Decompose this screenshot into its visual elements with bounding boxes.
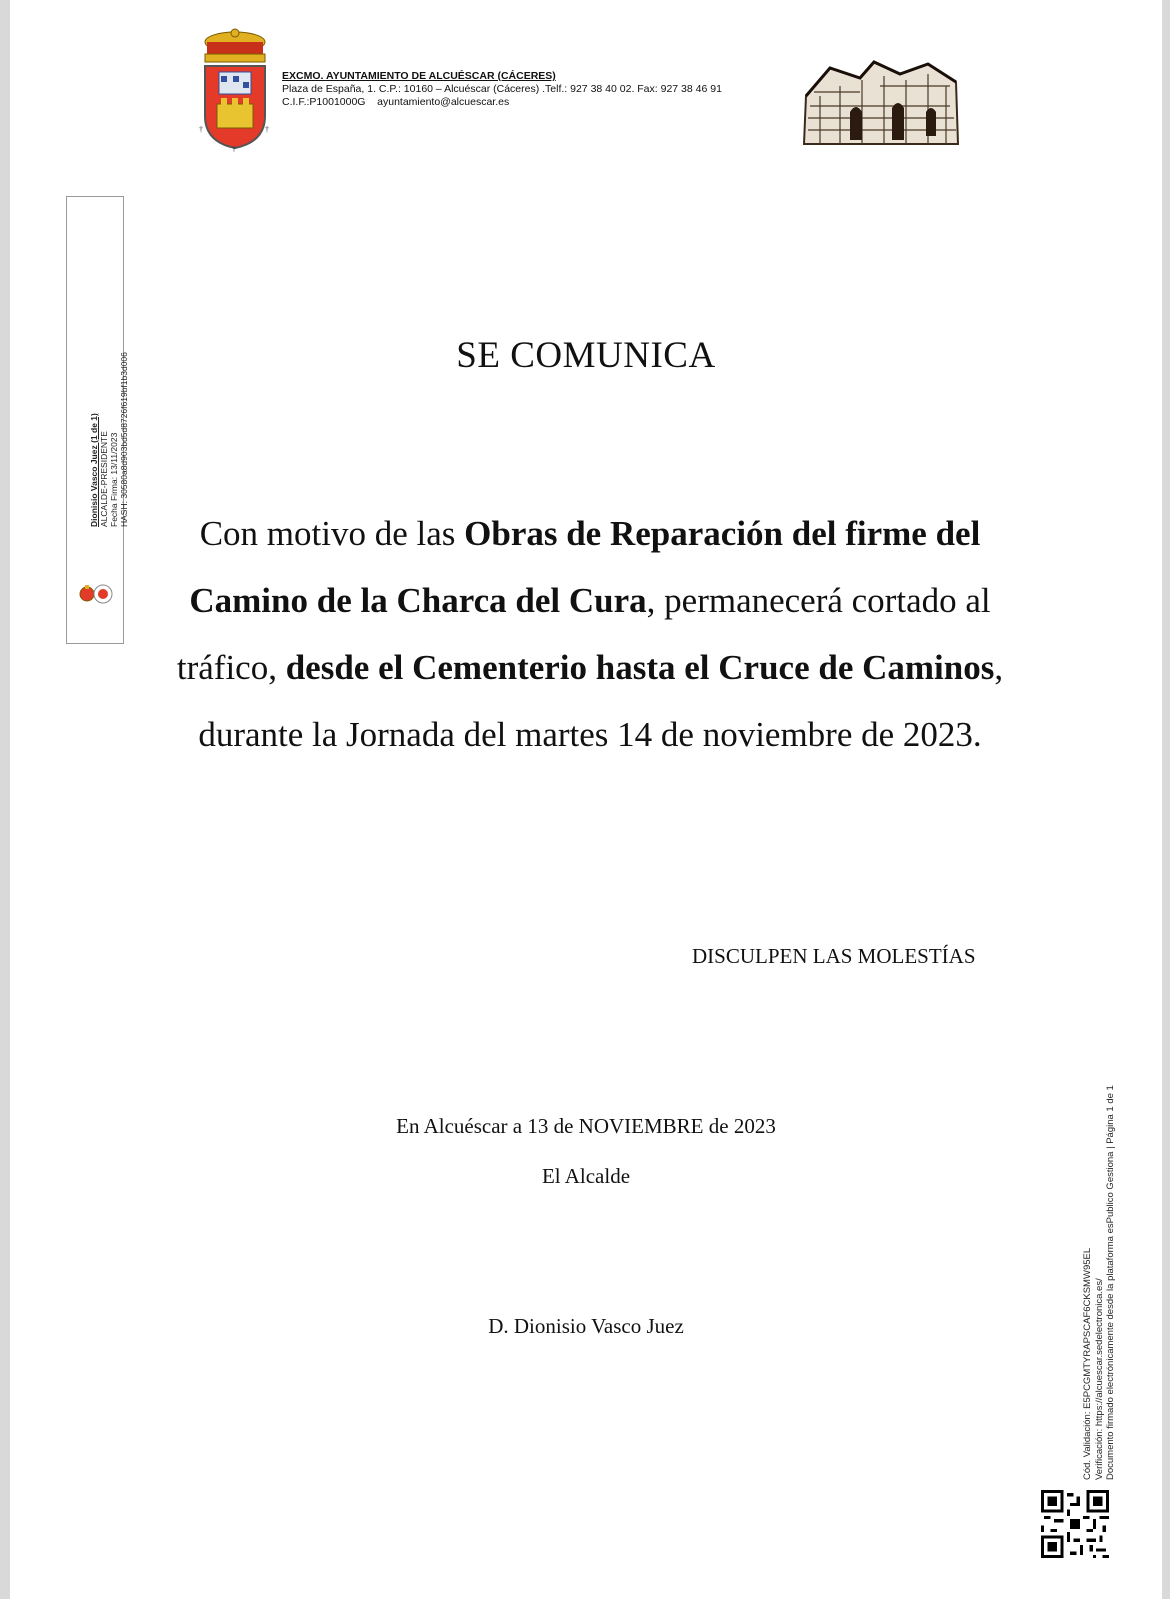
verification-code: Cód. Validación: E5PCGMTYRAPSCAF6CKSMW95EL (1082, 1247, 1093, 1480)
signature-date: Fecha Firma: 13/11/2023 (109, 432, 119, 527)
body-text-2: , permanecerá cortado al tráfico, (176, 581, 991, 687)
svg-text:†: † (199, 125, 203, 134)
body-bold-1: Obras de Reparación del firme del Camino de la Charca del Cura (189, 514, 981, 620)
letterhead-title: EXCMO. AYUNTAMIENTO DE ALCUÉSCAR (CÁCERES) (282, 70, 556, 82)
signature-stamp (66, 196, 129, 644)
apology-note: DISCULPEN LAS MOLESTÍAS (692, 944, 976, 968)
verification-text (1082, 1000, 1126, 1480)
signature-role: ALCALDE-PRESIDENTE (99, 431, 109, 527)
letterhead-cif: C.I.F.:P1001000G (282, 96, 366, 108)
body-bold-2: desde el Cementerio hasta el Cruce de Caminos (285, 648, 995, 687)
svg-text:†: † (265, 125, 269, 134)
verification-note: Documento firmado electrónicamente desde la plataforma esPublico Gestiona | Página 1 de 1 (1105, 1085, 1116, 1480)
place-date: En Alcuéscar a 13 de NOVIEMBRE de 2023 (396, 1114, 776, 1138)
letterhead-email: ayuntamiento@alcuescar.es (377, 96, 510, 108)
signature-hash: HASH: 30580a8d903bd5d8726f619bf1b3d006 (119, 352, 129, 527)
signature-signer: Dionisio Vasco Juez (1 de 1) (89, 413, 99, 527)
document-page (10, 0, 1162, 1599)
signature-stamp-text (89, 267, 137, 527)
signer-name: D. Dionisio Vasco Juez (488, 1314, 684, 1338)
letterhead (282, 70, 722, 109)
mini-coat-of-arms-icon (75, 581, 115, 607)
page-title: SE COMUNICA (456, 335, 716, 376)
verification-url: Verificación: https://alcuescar.sedelectronica.es/ (1093, 1278, 1105, 1480)
svg-text:†: † (232, 145, 236, 152)
body-text-3: , durante la Jornada del martes 14 de noviembre de 2023. (198, 648, 1004, 754)
announcement-body (160, 500, 1020, 768)
letterhead-address: Plaza de España, 1. C.P.: 10160 – Alcuéscar (Cáceres) .Telf.: 927 38 40 02. Fax: 927 38 46 91 (282, 83, 722, 95)
church-drawing-icon (800, 56, 964, 148)
signer-title: El Alcalde (541, 1164, 631, 1188)
coat-of-arms-icon (195, 28, 275, 152)
body-text-1: Con motivo de las (199, 514, 465, 553)
qr-code-icon (1041, 1490, 1109, 1558)
